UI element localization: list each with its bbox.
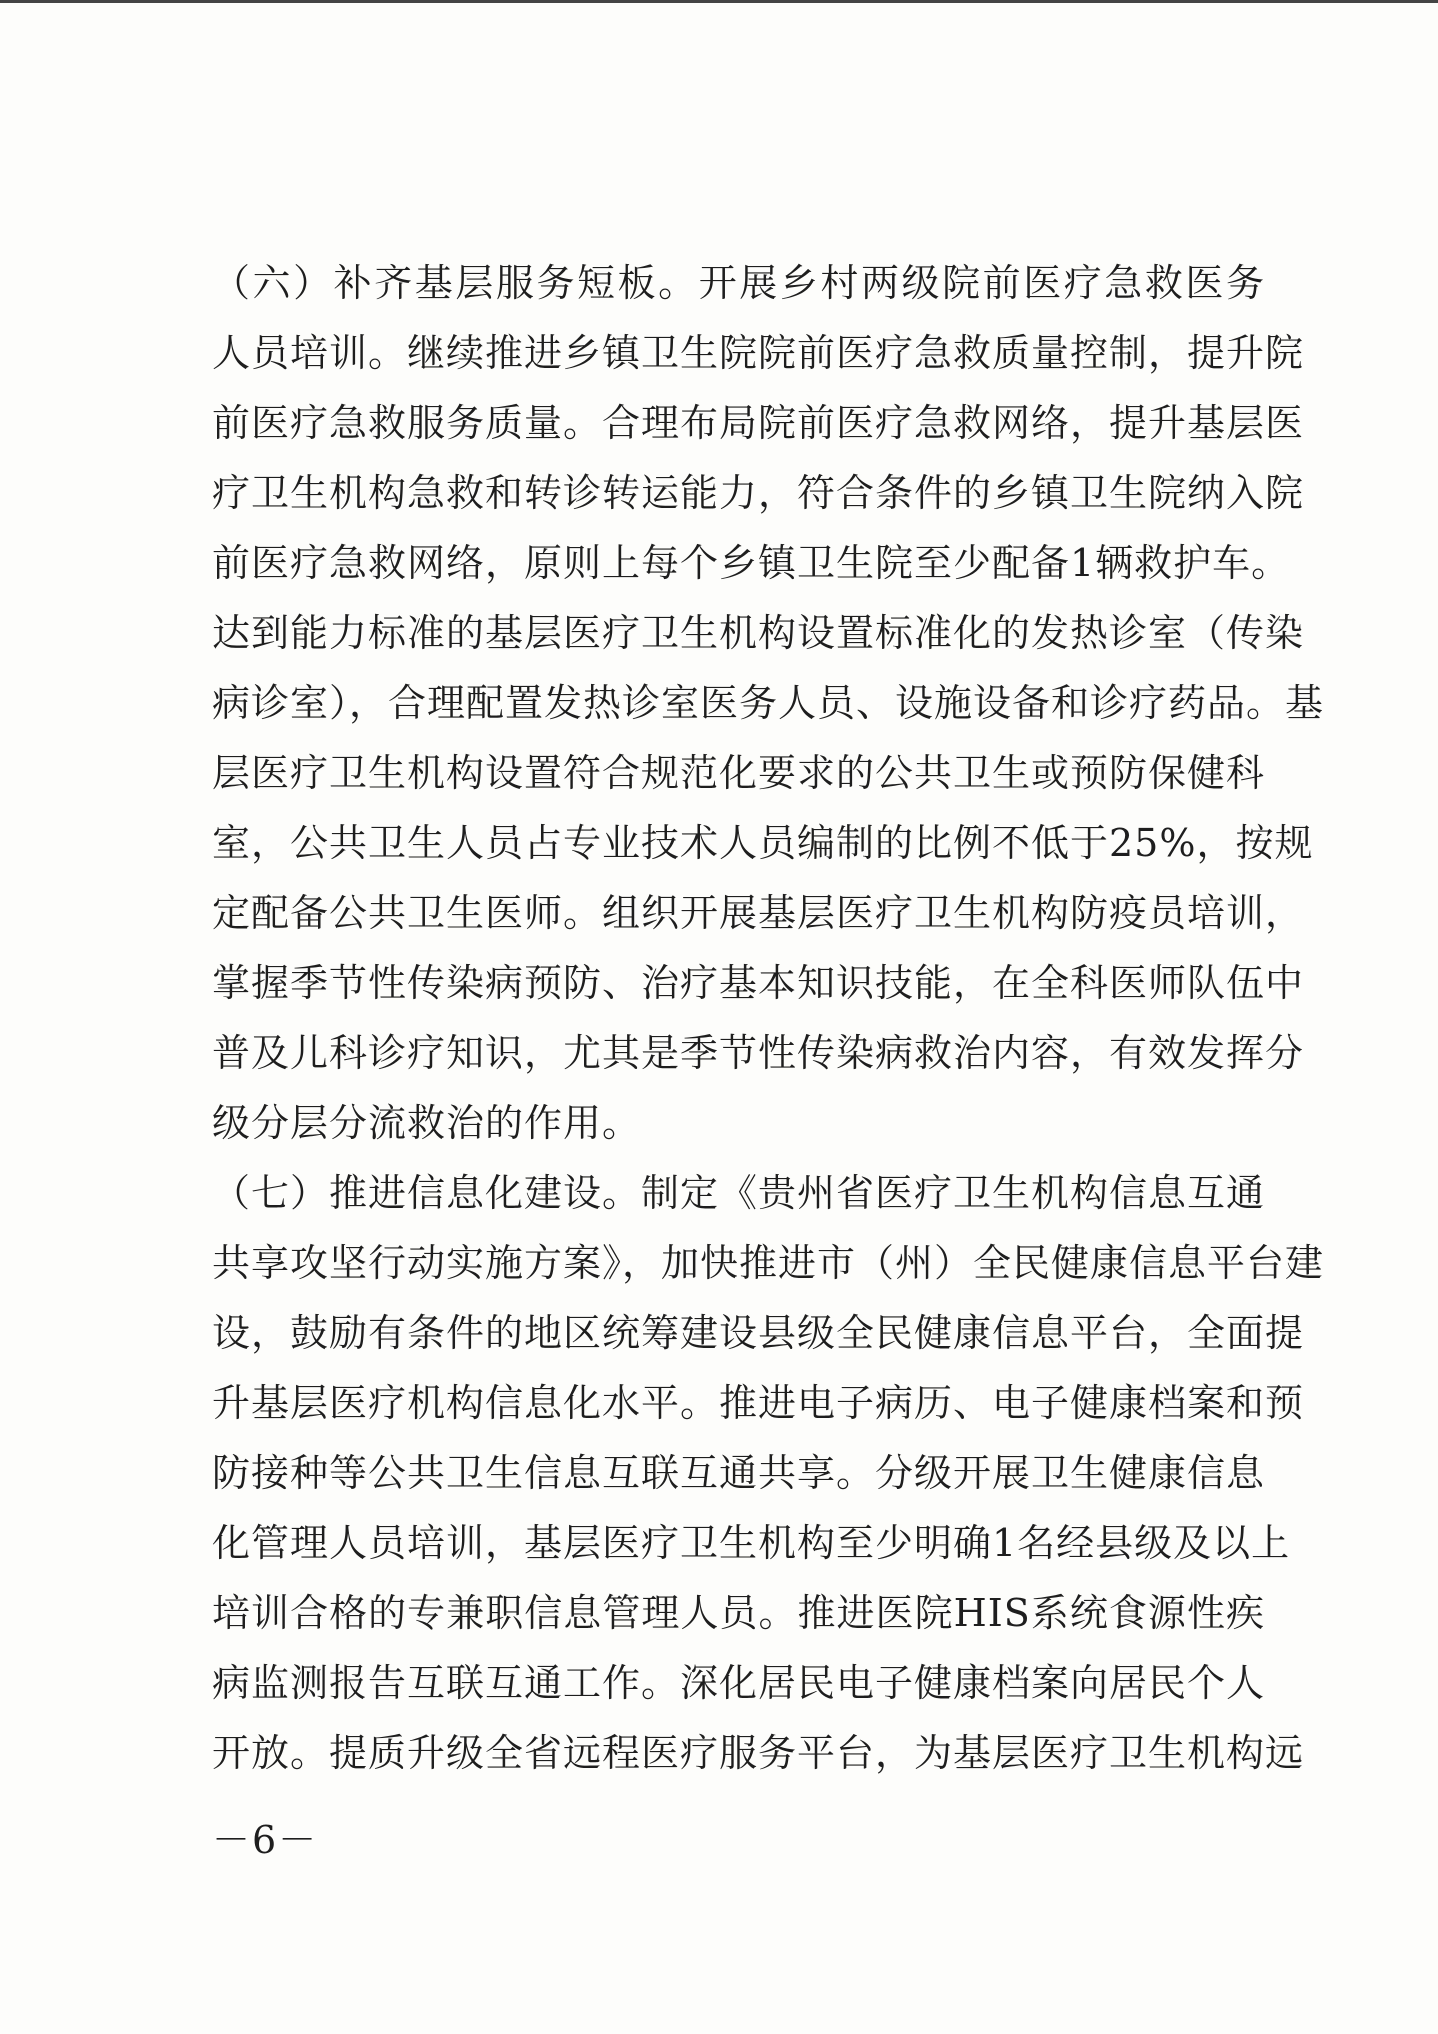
text-line: 培训合格的专兼职信息管理人员。推进医院HIS系统食源性疾 <box>212 1591 1265 1635</box>
text-line: 共享攻坚行动实施方案》，加快推进市（州）全民健康信息平台建 <box>212 1241 1325 1285</box>
text-line: 病诊室），合理配置发热诊室医务人员、设施设备和诊疗药品。基 <box>212 681 1325 725</box>
text-line: 化管理人员培训，基层医疗卫生机构至少明确1名经县级及以上 <box>212 1521 1291 1565</box>
text-line: 级分层分流救治的作用。 <box>212 1101 642 1145</box>
text-line: 层医疗卫生机构设置符合规范化要求的公共卫生或预防保健科 <box>212 751 1266 795</box>
text-line: 人员培训。继续推进乡镇卫生院院前医疗急救质量控制，提升院 <box>212 331 1305 375</box>
text-line: 防接种等公共卫生信息互联互通共享。分级开展卫生健康信息 <box>212 1451 1266 1495</box>
text-line: 升基层医疗机构信息化水平。推进电子病历、电子健康档案和预 <box>212 1381 1305 1425</box>
text-line: 定配备公共卫生医师。组织开展基层医疗卫生机构防疫员培训， <box>212 891 1305 935</box>
scan-top-edge <box>0 0 1438 3</box>
text-line: 病监测报告互联互通工作。深化居民电子健康档案向居民个人 <box>212 1661 1266 1705</box>
paragraph-section-6 <box>212 248 1325 1158</box>
text-line: 室，公共卫生人员占专业技术人员编制的比例不低于25%，按规 <box>212 821 1314 865</box>
document-body <box>212 248 1325 1788</box>
text-line: 前医疗急救服务质量。合理布局院前医疗急救网络，提升基层医 <box>212 401 1305 445</box>
text-line: 达到能力标准的基层医疗卫生机构设置标准化的发热诊室（传染 <box>212 611 1305 655</box>
paragraph-section-7 <box>212 1158 1325 1788</box>
page-number: －6－ <box>212 1818 319 1862</box>
text-line: （六）补齐基层服务短板。开展乡村两级院前医疗急救医务 <box>212 261 1265 305</box>
text-line: 普及儿科诊疗知识，尤其是季节性传染病救治内容，有效发挥分 <box>212 1031 1305 1075</box>
text-line: 前医疗急救网络，原则上每个乡镇卫生院至少配备1辆救护车。 <box>212 541 1291 585</box>
text-line: 开放。提质升级全省远程医疗服务平台，为基层医疗卫生机构远 <box>212 1731 1305 1775</box>
text-line: 掌握季节性传染病预防、治疗基本知识技能，在全科医师队伍中 <box>212 961 1305 1005</box>
text-line: 疗卫生机构急救和转诊转运能力，符合条件的乡镇卫生院纳入院 <box>212 471 1305 515</box>
text-line: （七）推进信息化建设。制定《贵州省医疗卫生机构信息互通 <box>212 1171 1266 1215</box>
text-line: 设，鼓励有条件的地区统筹建设县级全民健康信息平台，全面提 <box>212 1311 1305 1355</box>
